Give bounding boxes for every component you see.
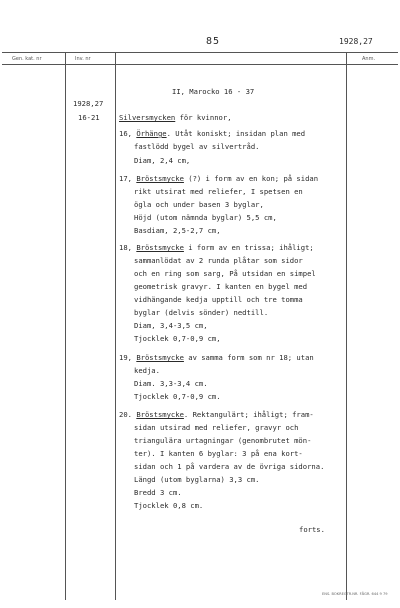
entry-19-line-3: Diam. 3,3-3,4 cm.: [134, 379, 208, 388]
column-divider-2: [115, 52, 116, 600]
entry-20-line-4: ter). I kanten 6 byglar: 3 på ena kort-: [134, 449, 303, 458]
entry-17-number: 17,: [119, 174, 132, 183]
entry-19-text: av samma form som nr 18; utan: [183, 353, 314, 362]
entry-20-line-3: triangulära urtagningar (genombrutet mön-: [134, 436, 312, 445]
entry-18-line-5: vidhängande kedja upptill och tre tomma: [134, 295, 303, 304]
header-gen-kat-nr: Gen. kat. nr: [12, 56, 42, 62]
entry-20-text: . Rektangulärt; ihåligt; fram-: [183, 410, 314, 419]
entry-17-term: Bröstsmycke: [136, 174, 184, 183]
entry-19-line-1: [119, 354, 314, 361]
entry-16-term: Örhänge: [136, 129, 167, 138]
header-inv-nr: Inv. nr: [75, 56, 91, 62]
entry-20-number: 20.: [119, 410, 132, 419]
corner-year: 1928,27: [339, 37, 373, 46]
entry-18-number: 18,: [119, 243, 132, 252]
entry-19-line-2: kedja.: [134, 366, 160, 375]
entry-16-line-3: Diam, 2,4 cm,: [134, 156, 191, 165]
header-top-rule: [2, 52, 398, 53]
inventory-range: 16-21: [78, 113, 100, 122]
entry-16-number: 16,: [119, 129, 132, 138]
entry-16-text: . Utåt koniskt; insidan plan med: [166, 129, 306, 138]
page-number: 85: [206, 36, 221, 47]
collection-title: [119, 114, 232, 121]
entry-19-line-4: Tjocklek 0,7-0,9 cm.: [134, 392, 221, 401]
footer-print-mark: ENS. BOKREGTR.NR. FÅGR. 644 9 79: [322, 592, 388, 596]
entry-20-line-8: Tjocklek 0,8 cm.: [134, 501, 204, 510]
entry-17-line-1: [119, 175, 318, 182]
entry-17-text: (?) i form av en kon; på sidan: [183, 174, 319, 183]
entry-20-term: Bröstsmycke: [136, 410, 184, 419]
entry-18-term: Bröstsmycke: [136, 243, 184, 252]
entry-18-line-4: geometrisk gravyr. I kanten en bygel med: [134, 282, 308, 291]
entry-20-line-2: sidan utsirad med reliefer, gravyr och: [134, 423, 299, 432]
entry-18-line-3: och en ring som sarg, På utsidan en simpel: [134, 269, 316, 278]
entry-18-text: i form av en trissa; ihåligt;: [183, 243, 314, 252]
entry-18-line-1: [119, 244, 314, 251]
entry-16-line-1: [119, 130, 305, 137]
header-bottom-rule: [2, 64, 398, 65]
entry-20-line-5: sidan och 1 på vardera av de övriga sidorna.: [134, 462, 325, 471]
entry-17-line-2: rikt utsirat med reliefer, I spetsen en: [134, 187, 303, 196]
collection-title-term: Silversmycken: [119, 113, 176, 122]
entry-20-line-6: Längd (utom byglarna) 3,3 cm.: [134, 475, 260, 484]
column-divider-1: [65, 52, 66, 600]
entry-16-line-2: fastlödd bygel av silvertråd.: [134, 142, 260, 151]
entry-18-line-7: Diam, 3,4-3,5 cm,: [134, 321, 208, 330]
entry-18-line-8: Tjocklek 0,7-0,9 cm,: [134, 334, 221, 343]
entry-19-number: 19,: [119, 353, 132, 362]
entry-17-line-4: Höjd (utom nämnda byglar) 5,5 cm,: [134, 213, 277, 222]
continued-note: forts.: [299, 525, 325, 534]
entry-18-line-2: sammanlödat av 2 runda plåtar som sidor: [134, 256, 303, 265]
entry-20-line-7: Bredd 3 cm.: [134, 488, 182, 497]
column-divider-3: [346, 52, 347, 600]
inventory-year: 1928,27: [73, 99, 104, 108]
entry-19-term: Bröstsmycke: [136, 353, 184, 362]
entry-17-line-3: ögla och under basen 3 byglar,: [134, 200, 264, 209]
entry-20-line-1: [119, 411, 314, 418]
entry-18-line-6: byglar (delvis sönder) nedtill.: [134, 308, 269, 317]
section-heading: II, Marocko 16 - 37: [172, 87, 255, 96]
header-anm: Anm.: [362, 56, 376, 62]
entry-17-line-5: Basdiam, 2,5-2,7 cm,: [134, 226, 221, 235]
collection-title-rest: för kvinnor,: [175, 113, 232, 122]
